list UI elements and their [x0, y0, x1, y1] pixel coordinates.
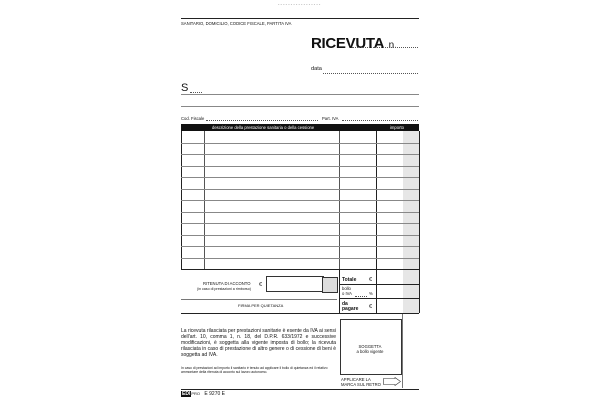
total-label: Totale [342, 277, 357, 283]
totals-amount-divider [376, 269, 377, 313]
table-row[interactable] [181, 223, 419, 224]
table-row[interactable] [181, 258, 419, 259]
stamp-percent: % [369, 291, 373, 296]
vat-label: Part. IVA [322, 116, 339, 121]
arrow-right-icon [383, 377, 401, 386]
legal-note-small: In caso di prestazioni ad importo il sanitario è tenuto ad applicare il bollo di quietanza ed il relativo ammontare della ritenuta di acconto sul lavoro autonomo. [181, 366, 328, 375]
footer-brand [181, 391, 225, 397]
totals-bottom-rule [181, 313, 419, 314]
receipt-number-label: n. [388, 40, 397, 51]
totals-left-border [339, 269, 340, 313]
table-row[interactable] [181, 143, 419, 144]
table-row[interactable] [181, 154, 419, 155]
fiscal-code-field[interactable] [206, 120, 318, 121]
deposit-currency: € [259, 282, 263, 288]
brand-suffix: PRO [191, 391, 201, 396]
total-row-rule [339, 284, 419, 285]
table-right-border [419, 131, 420, 269]
stamp-box-line-2: a bollo vigente [356, 349, 384, 354]
addressee-line-1 [181, 94, 419, 95]
table-row[interactable] [181, 200, 419, 201]
apply-label-2: MARCA SUL RETRO [341, 382, 381, 387]
stamp-box-line-1: SOGGETTA [358, 344, 382, 349]
total-currency: € [369, 277, 373, 283]
stamp-label-1: bollo [342, 286, 351, 291]
product-code: E 9270 E [204, 391, 225, 397]
header-rule [181, 18, 419, 19]
table-bottom-rule [181, 269, 419, 270]
vat-field[interactable] [342, 120, 418, 121]
deposit-sublabel: (in caso di prestazioni a rimborso) [197, 287, 251, 291]
addressee-line-2 [181, 106, 419, 107]
issuer-caption: SANITARIO, DOMICILIO, CODICE FISCALE, PARTITA IVA [181, 21, 292, 26]
pay-label-1: da [342, 301, 348, 307]
signature-label: FIRMA PER QUIETANZA [238, 303, 284, 308]
table-row[interactable] [181, 166, 419, 167]
table-row[interactable] [181, 189, 419, 190]
addressee-prefix: S [181, 82, 189, 94]
legal-note: La ricevuta rilasciata per prestazioni sanitarie è esente da IVA ai sensi dell'art. 10, comma 1, n. 18, del D.P.R. 633/1972 e successive modificazioni, è soggetta alla vigente imposta di bollo; la ricevuta rilasciata in caso di prestazione di altro genere o di cessione di beni è soggetta ad IVA. [181, 328, 336, 358]
stamp-label-2: o IVA [342, 291, 352, 296]
notes-right-divider [402, 314, 403, 388]
stamp-row-rule [339, 298, 419, 299]
fiscal-code-label: Cod. Fiscale [181, 116, 205, 121]
pay-currency: € [369, 304, 373, 310]
amount-header: importo [390, 125, 404, 130]
description-header: descrizione della prestazione sanitaria o della cessione [212, 125, 315, 130]
deposit-label: RITENUTA DI ACCONTO [203, 281, 251, 286]
deposit-amount-box[interactable] [266, 276, 324, 292]
date-label: data [311, 66, 322, 72]
addressee-title-field[interactable] [190, 92, 202, 93]
apply-label-1: APPLICARE LA [341, 377, 371, 382]
receipt-title: RICEVUTA [311, 35, 385, 52]
pay-label-2: pagare [342, 306, 359, 312]
date-field[interactable] [323, 73, 418, 74]
receipt-number-field[interactable] [352, 47, 418, 48]
totals-right-border [419, 269, 420, 313]
table-row[interactable] [181, 212, 419, 213]
table-row[interactable] [181, 246, 419, 247]
receipt-title-group [311, 35, 397, 53]
totals-cents-column [403, 270, 419, 313]
footer-rule [181, 389, 419, 390]
table-row[interactable] [181, 177, 419, 178]
stamp-percent-field[interactable] [355, 296, 367, 297]
signature-line [181, 299, 337, 300]
deposit-cents-box[interactable] [322, 277, 338, 293]
perforation-marks: - - - - - - - - - - - - - - - - - [278, 2, 321, 7]
brand-logo: EDI [182, 391, 191, 397]
table-row[interactable] [181, 235, 419, 236]
